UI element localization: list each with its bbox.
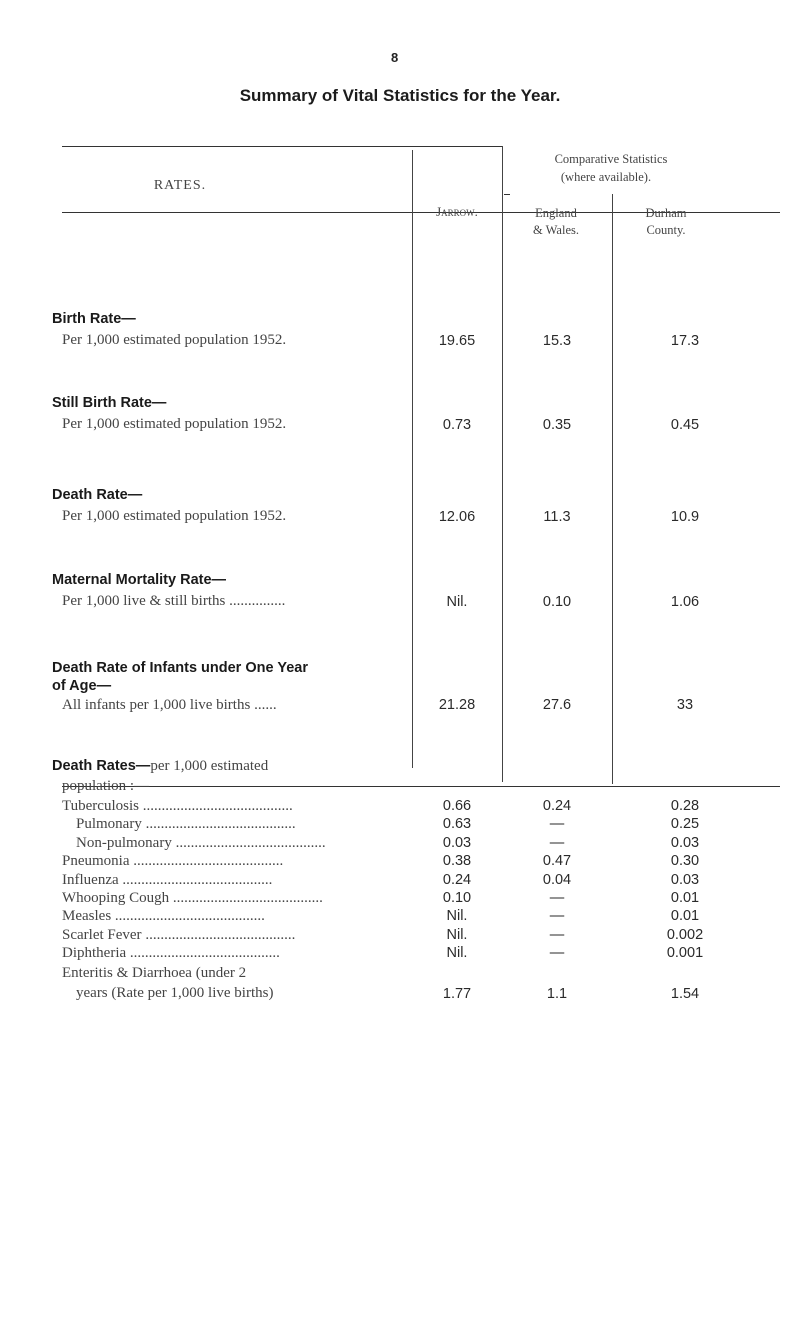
page-title: Summary of Vital Statistics for the Year. (239, 86, 561, 105)
row-label-text: Pneumonia (62, 853, 130, 869)
col-divider-rates (412, 150, 413, 768)
dot-leader: ........................................ (111, 908, 265, 924)
still-birth-durham: 0.45 (670, 417, 700, 433)
table-cell-england: 0.24 (542, 798, 572, 814)
death-rates-heading-rest: per 1,000 estimated (150, 758, 269, 774)
maternal-sub (62, 593, 285, 610)
row-label-text: Scarlet Fever (62, 927, 142, 943)
infant-heading: Death Rate of Infants under One Year (52, 660, 308, 676)
comparative-rule (504, 194, 510, 195)
table-cell-durham: 0.03 (670, 872, 700, 888)
table-cell-england: — (549, 890, 565, 906)
table-cell-jarrow: Nil. (446, 927, 468, 943)
infant-heading-2: of Age— (52, 678, 112, 694)
death-rates-heading (52, 757, 268, 775)
row-label-text: Pulmonary (76, 816, 142, 832)
col-divider-england (612, 194, 613, 784)
table-cell-durham: 0.28 (670, 798, 700, 814)
jarrow-header: Jarrow. (436, 204, 478, 219)
table-cell-jarrow: 0.03 (442, 835, 472, 851)
infant-sub (62, 697, 277, 714)
table-row-label (62, 853, 410, 870)
comparative-header: Comparative Statistics (554, 152, 668, 166)
table-cell-durham: 0.25 (670, 816, 700, 832)
enteritis-jarrow: 1.77 (442, 986, 472, 1002)
row-label-text: Tuberculosis (62, 798, 139, 814)
england-header-2: & Wales. (533, 223, 579, 237)
table-row-label (62, 908, 410, 925)
dot-leader: ............... (225, 593, 286, 609)
table-top-rule (62, 146, 502, 147)
maternal-england: 0.10 (542, 594, 572, 610)
still-birth-jarrow: 0.73 (442, 417, 472, 433)
dot-leader: ........................................ (118, 872, 273, 888)
page-number: 8 (391, 50, 399, 65)
table-cell-durham: 0.01 (670, 908, 700, 924)
table-cell-jarrow: Nil. (446, 908, 468, 924)
table-cell-jarrow: 0.10 (442, 890, 472, 906)
table-row-label (76, 816, 410, 833)
death-rate-jarrow: 12.06 (438, 509, 476, 525)
enteritis-durham: 1.54 (670, 986, 700, 1002)
row-label-text: Diphtheria (62, 945, 127, 961)
birth-rate-jarrow: 19.65 (438, 333, 476, 349)
death-rates-heading-bold: Death Rates— (52, 758, 151, 774)
maternal-heading: Maternal Mortality Rate— (52, 572, 227, 588)
dot-leader: ........................................ (129, 853, 284, 869)
col-divider-jarrow (502, 146, 503, 782)
dot-leader: ...... (250, 697, 277, 713)
infant-jarrow: 21.28 (438, 697, 476, 713)
infant-sub-text: All infants per 1,000 live births (62, 697, 251, 713)
table-row-label (76, 835, 410, 852)
death-rate-durham: 10.9 (670, 509, 700, 525)
table-cell-jarrow: 0.63 (442, 816, 472, 832)
england-header: England (535, 206, 577, 220)
table-cell-durham: 0.30 (670, 853, 700, 869)
dot-leader: ........................................ (126, 945, 280, 961)
enteritis-label-2: years (Rate per 1,000 live births) (76, 985, 274, 1001)
table-bottom-rule (62, 786, 780, 787)
row-label-text: Whooping Cough (62, 890, 170, 906)
still-birth-heading: Still Birth Rate— (52, 395, 167, 411)
table-row-label (62, 798, 410, 815)
infant-england: 27.6 (542, 697, 572, 713)
table-cell-durham: 0.002 (666, 927, 704, 943)
enteritis-label: Enteritis & Diarrhoea (under 2 (62, 965, 247, 981)
death-rate-england: 11.3 (543, 509, 571, 525)
table-cell-england: — (549, 927, 565, 943)
table-cell-england: — (549, 816, 565, 832)
table-cell-england: 0.04 (542, 872, 572, 888)
table-cell-england: — (549, 835, 565, 851)
table-cell-jarrow: Nil. (446, 945, 468, 961)
table-cell-durham: 0.001 (666, 945, 704, 961)
dot-leader: ........................................ (141, 816, 296, 832)
enteritis-england: 1.1 (546, 986, 568, 1002)
row-label-text: Influenza (62, 872, 119, 888)
still-birth-sub: Per 1,000 estimated population 1952. (62, 416, 287, 432)
maternal-durham: 1.06 (670, 594, 700, 610)
table-cell-england: 0.47 (542, 853, 572, 869)
table-cell-durham: 0.01 (670, 890, 700, 906)
table-cell-jarrow: 0.24 (442, 872, 472, 888)
death-rates-heading-2: population :— (62, 778, 150, 794)
dot-leader: ........................................ (171, 835, 326, 851)
row-label-text: Measles (62, 908, 112, 924)
dot-leader: ........................................ (141, 927, 296, 943)
table-row-label (62, 890, 410, 907)
birth-rate-heading: Birth Rate— (52, 311, 136, 327)
table-row-label (62, 927, 410, 944)
table-row-label (62, 945, 410, 962)
death-rate-sub: Per 1,000 estimated population 1952. (62, 508, 287, 524)
table-cell-durham: 0.03 (670, 835, 700, 851)
birth-rate-sub: Per 1,000 estimated population 1952. (62, 332, 287, 348)
death-rate-heading: Death Rate— (52, 487, 143, 503)
birth-rate-durham: 17.3 (670, 333, 700, 349)
table-row-label (62, 872, 410, 889)
table-cell-jarrow: 0.38 (442, 853, 472, 869)
still-birth-england: 0.35 (542, 417, 572, 433)
infant-durham: 33 (676, 697, 694, 713)
row-label-text: Non-pulmonary (76, 835, 172, 851)
rates-header: RATES. (153, 178, 207, 193)
table-cell-england: — (549, 908, 565, 924)
maternal-sub-text: Per 1,000 live & still births (62, 593, 226, 609)
table-cell-jarrow: 0.66 (442, 798, 472, 814)
durham-header: Durham (645, 206, 687, 220)
dot-leader: ........................................ (169, 890, 323, 906)
dot-leader: ........................................ (138, 798, 293, 814)
maternal-jarrow: Nil. (446, 594, 468, 610)
durham-header-2: County. (646, 223, 686, 237)
table-cell-england: — (549, 945, 565, 961)
birth-rate-england: 15.3 (542, 333, 572, 349)
where-available-header: (where available). (560, 170, 652, 184)
